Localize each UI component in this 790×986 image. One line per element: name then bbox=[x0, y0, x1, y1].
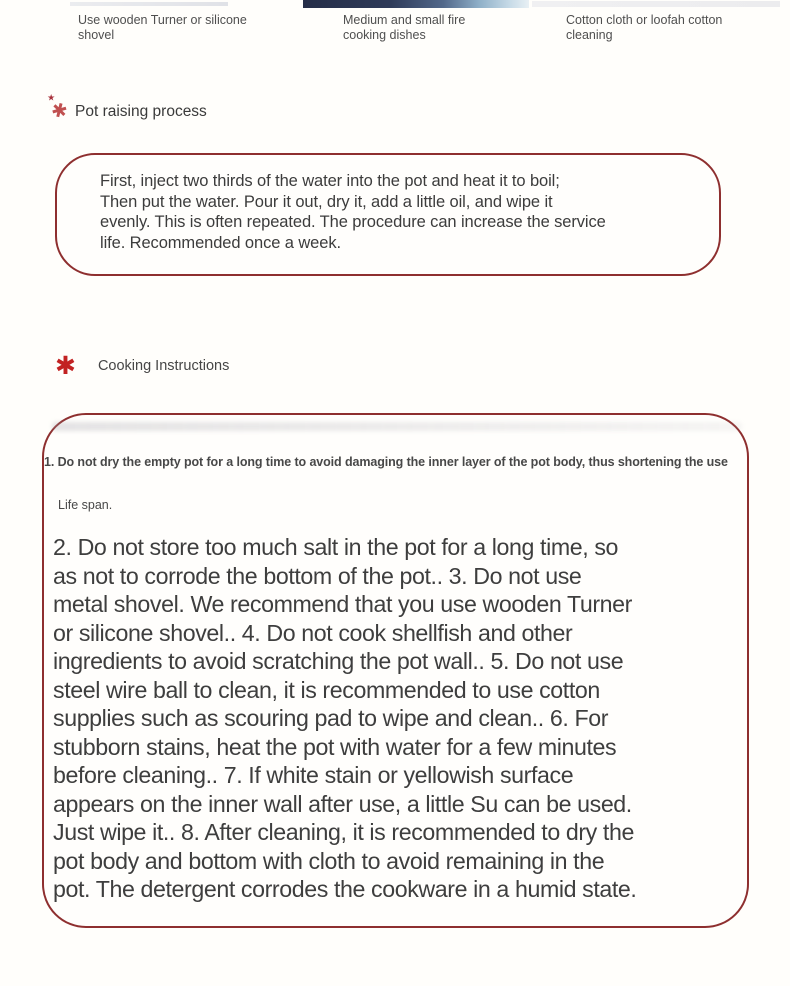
sparkle-asterisk-icon: ✱ ★ bbox=[47, 92, 70, 124]
section-heading-pot-raising bbox=[47, 92, 207, 124]
pot-raising-title: Pot raising process bbox=[75, 103, 207, 120]
text-line: evenly. This is often repeated. The procedure can increase the service bbox=[100, 213, 606, 231]
instruction-note-line-1: 1. Do not dry the empty pot for a long time to avoid damaging the inner layer of the pot body, thus shortening the use bbox=[44, 455, 728, 469]
text-line: stubborn stains, heat the pot with water for a few minutes bbox=[53, 733, 617, 760]
section-heading-cooking-instructions bbox=[55, 353, 229, 379]
text-line: First, inject two thirds of the water into the pot and heat it to boil; bbox=[100, 172, 560, 190]
asterisk-icon: ✱ bbox=[55, 352, 76, 380]
pot-raising-box bbox=[55, 153, 721, 276]
cooking-instructions-title: Cooking Instructions bbox=[97, 358, 230, 374]
text-line: metal shovel. We recommend that you use wooden Turner bbox=[53, 591, 632, 617]
faint-artifact-band bbox=[52, 422, 742, 431]
text-line: or silicone shovel.. 4. Do not cook shellfish and other bbox=[53, 619, 573, 646]
feature-caption-fire-cooking: Medium and small fire cooking dishes bbox=[343, 13, 466, 42]
text-line: Then put the water. Pour it out, dry it, add a little oil, and wipe it bbox=[100, 192, 553, 211]
text-line: steel wire ball to clean, it is recommended to use cotton bbox=[53, 676, 600, 703]
text-line: pot. The detergent corrodes the cookware in a humid state. bbox=[53, 876, 637, 902]
text-line: as not to corrode the bottom of the pot.. 3. Do not use bbox=[53, 562, 582, 589]
cooking-instructions-box bbox=[42, 413, 749, 928]
instruction-note-line-2: Life span. bbox=[58, 498, 113, 512]
text-line: life. Recommended once a week. bbox=[100, 233, 341, 252]
text-line: Just wipe it.. 8. After cleaning, it is recommended to dry the bbox=[53, 819, 634, 845]
text-line: pot body and bottom with cloth to avoid remaining in the bbox=[53, 847, 605, 874]
star-icon: ★ bbox=[47, 92, 56, 103]
instructions-body-text bbox=[53, 533, 636, 904]
text-line: supplies such as scouring pad to wipe and clean.. 6. For bbox=[53, 705, 609, 731]
feature-caption-wooden-shovel: Use wooden Turner or silicone shovel bbox=[78, 13, 247, 42]
text-line: 2. Do not store too much salt in the pot for a long time, so bbox=[53, 534, 619, 560]
cropped-photo-remnant-3 bbox=[532, 1, 780, 7]
text-line: before cleaning.. 7. If white stain or yellowish surface bbox=[53, 762, 574, 788]
text-line: appears on the inner wall after use, a little Su can be used. bbox=[53, 790, 632, 817]
cropped-photo-remnant-1 bbox=[70, 2, 228, 6]
feature-caption-cotton-cleaning: Cotton cloth or loofah cotton cleaning bbox=[566, 13, 723, 42]
text-line: ingredients to avoid scratching the pot wall.. 5. Do not use bbox=[53, 648, 624, 674]
cropped-photo-remnant-2 bbox=[303, 0, 529, 8]
pot-raising-text bbox=[100, 171, 606, 253]
